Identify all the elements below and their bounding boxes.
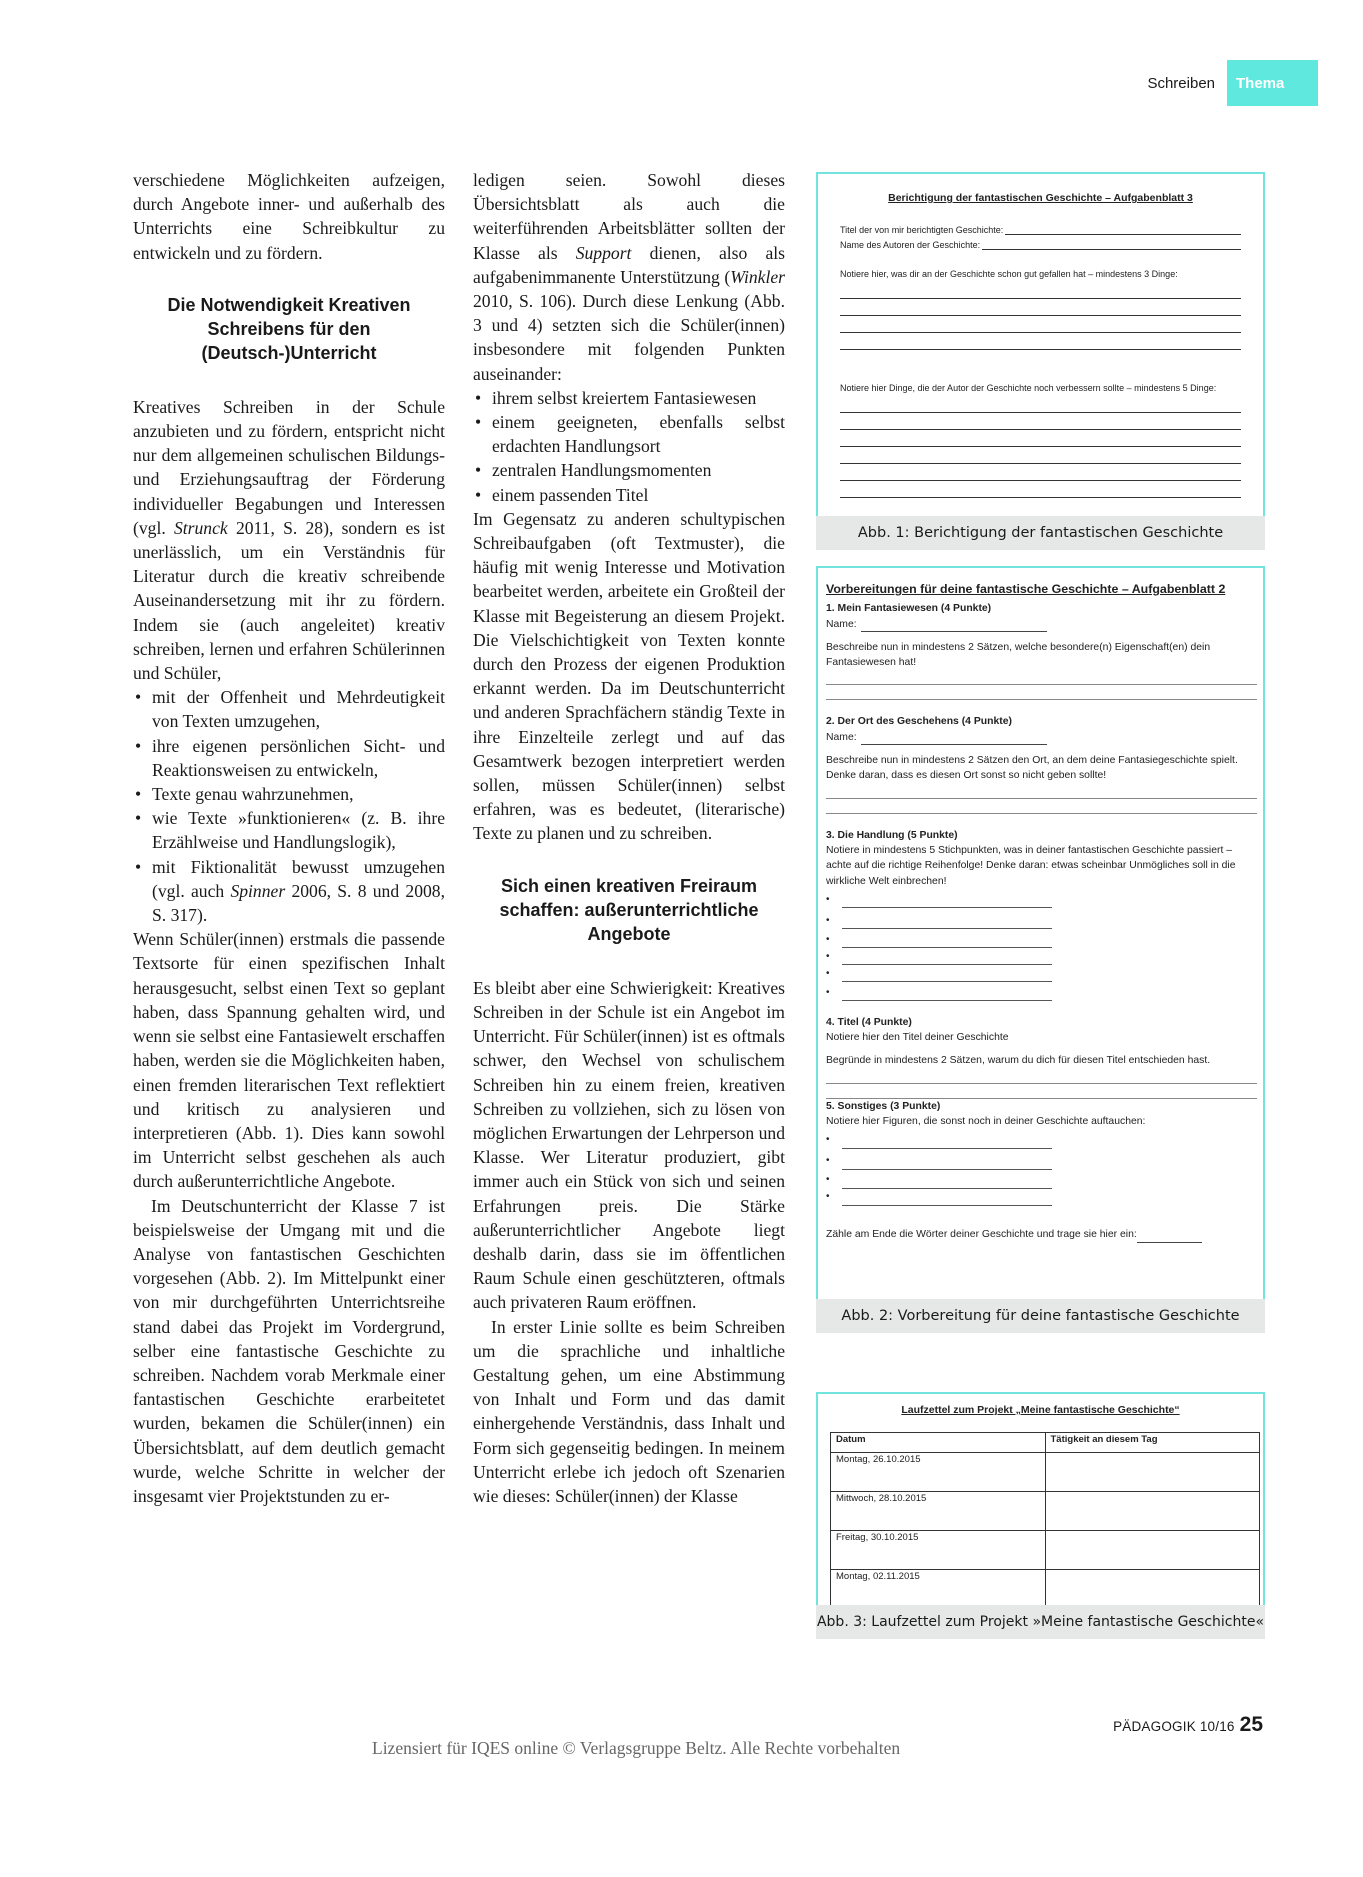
paragraph: verschiedene Möglichkeiten aufzeigen, durch Angebote inner- und außerhalb des Unterrichts eine Schreibkultur zu entwickeln und zu fördern. <box>133 170 445 263</box>
bullet-answer-line: • <box>826 965 1257 982</box>
paragraph: ledigen seien. Sowohl dieses Übersichtsblatt als auch die weiterführenden Arbeitsblätter sollten der Klasse als Support dienen, also als aufgabenimmanente Unterstützung (Winkler 2010, S. 106). Durch diese Lenkung (Abb. 3 und 4) setzten sich die Schüler(innen) insbesondere mit folgenden Punkten auseinander: <box>473 170 785 384</box>
answer-line <box>840 481 1241 498</box>
list-item: • ihrem selbst kreiertem Fantasiewesen <box>473 386 785 410</box>
list-item: • einem passenden Titel <box>473 483 785 507</box>
figure-2 <box>816 566 1265 1333</box>
task-text: Notiere hier Figuren, die sonst noch in deiner Geschichte auftauchen: <box>826 1116 1146 1128</box>
progress-sheet <box>816 1392 1265 1605</box>
answer-line <box>826 1084 1257 1099</box>
list-item: • Texte genau wahrzunehmen, <box>133 782 445 806</box>
answer-line <box>840 430 1241 447</box>
paragraph: In erster Linie sollte es beim Schreiben um die sprachliche und inhaltliche Gestaltung gehen, um eine Abstimmung von Inhalt und Form und das damit einhergehende Verständnis, dass Inhalt und Form sich gegenseitig bedingen. In meinem Unterricht erlebe ich jedoch oft Szenarien wie dieses: Schüler(innen) der Klasse <box>473 1316 785 1506</box>
section-label: Schreiben <box>1147 74 1215 92</box>
paragraph: Im Gegensatz zu anderen schultypischen Schreibaufgaben (oft Textmuster), die häufig mit wenig Interesse und Motivation bearbeitet werden, arbeitete ein Großteil der Klasse mit Begeisterung an diesem Projekt. Die Vielschichtigkeit von Texten konnte durch den Prozess der eigenen Produktion erkannt werden. Da im Deutschunterricht und anderen Sprachfächern ständig Texte in ihre Einzelteile zerlegt und auf das Gesamtwerk bezogen interpretiert werden sollen, müssen Schüler(innen) selbst erfahren, was es bedeutet, (literarische) Texte zu planen und zu schreiben. <box>473 508 785 844</box>
bullet-answer-line: • <box>826 1188 1257 1205</box>
license-notice: Lizensiert für IQES online © Verlagsgruppe Beltz. Alle Rechte vorbehalten <box>372 1738 901 1758</box>
figure-caption: Abb. 1: Berichtigung der fantastischen Geschichte <box>816 516 1265 550</box>
section-heading: Sich einen kreativen Freiraum schaffen: außerunterrichtliche Angebote <box>499 875 759 944</box>
page-footer <box>1113 1713 1263 1737</box>
section-title: 3. Die Handlung (5 Punkte) <box>826 829 958 841</box>
citation: Winkler <box>730 266 785 287</box>
topic-tag: Thema <box>1227 60 1318 106</box>
bullet-answer-line: • <box>826 948 1257 965</box>
answer-line <box>840 396 1241 413</box>
section-title: 1. Mein Fantasiewesen (4 Punkte) <box>826 603 992 615</box>
sheet-title: Laufzettel zum Projekt „Meine fantastische Geschichte“ <box>901 1404 1180 1416</box>
prompt-good: Notiere hier, was dir an der Geschichte schon gut gefallen hat – mindestens 3 Dinge: <box>840 269 1178 279</box>
section-title: 2. Der Ort des Geschehens (4 Punkte) <box>826 716 1012 728</box>
bullet-answer-line: • <box>826 931 1257 948</box>
bullet-answer-line: • <box>826 1150 1257 1171</box>
list-item: • zentralen Handlungsmomenten <box>473 458 785 482</box>
list-item: • einem geeigneten, ebenfalls selbst erdachten Handlungsort <box>473 410 785 458</box>
citation: Spinner <box>230 880 286 901</box>
column-header-date: Datum <box>831 1433 1046 1453</box>
emphasis: Support <box>575 242 632 263</box>
task-text: Beschreibe nun in mindestens 2 Sätzen, welche besondere(n) Eigenschaft(en) dein Fantasiewesen hat! <box>826 641 1211 669</box>
date-cell: Mittwoch, 28.10.2015 <box>831 1492 1046 1531</box>
paragraph: Es bleibt aber eine Schwierigkeit: Kreatives Schreiben in der Schule ist ein Angebot im Unterricht. Für Schüler(innen) ist es oftmals schwer, den Wechsel von schulischem Schreiben hin zu einem freien, kreativen Schreiben zu vollziehen, sich zu lösen von möglichen Erwartungen der Lehrperson und Klasse. Wer Literatur produziert, gibt immer auch ein Stück von sich und seinen Erfahrungen preis. Die Stärke außerunterrichtlicher Angebote liegt deshalb darin, dass sie im öffentlichen Raum Schule einen geschützteren, oftmals auch privateren Raum eröffnen. <box>473 977 785 1313</box>
bullet-answer-line: • <box>826 1129 1257 1150</box>
bullet-answer-line: • <box>826 1171 1257 1188</box>
answer-line <box>826 1069 1257 1084</box>
prompt-improve: Notiere hier Dinge, die der Autor der Geschichte noch verbessern sollte – mindestens 5 Dinge: <box>840 383 1217 393</box>
list-item: • mit der Offenheit und Mehrdeutigkeit von Texten umzugehen, <box>133 685 445 733</box>
worksheet-2 <box>816 566 1265 1299</box>
place-name-field: Name: <box>826 730 1257 745</box>
table-row <box>831 1570 1260 1609</box>
date-cell: Montag, 26.10.2015 <box>831 1453 1046 1492</box>
worksheet-title: Berichtigung der fantastischen Geschichte – Aufgabenblatt 3 <box>888 192 1193 204</box>
schedule-table <box>830 1432 1260 1609</box>
bullet-list <box>133 685 445 927</box>
activity-cell <box>1045 1531 1260 1570</box>
answer-line <box>840 316 1241 333</box>
magazine-issue: PÄDAGOGIK 10/16 <box>1113 1719 1235 1734</box>
answer-line <box>826 784 1257 799</box>
citation: Strunck <box>173 517 228 538</box>
page-header <box>1147 60 1318 106</box>
date-cell: Montag, 02.11.2015 <box>831 1570 1046 1609</box>
date-cell: Freitag, 30.10.2015 <box>831 1531 1046 1570</box>
answer-line <box>826 685 1257 700</box>
column-header-activity: Tätigkeit an diesem Tag <box>1045 1433 1260 1453</box>
figure-1 <box>816 172 1265 550</box>
creature-name-field: Name: <box>826 617 1257 632</box>
word-count-field: Zähle am Ende die Wörter deiner Geschichte und trage sie hier ein: <box>826 1227 1257 1242</box>
bullet-list <box>473 386 785 507</box>
table-row <box>831 1492 1260 1531</box>
figure-3 <box>816 1392 1265 1639</box>
task-text: Notiere hier den Titel deiner Geschichte <box>826 1032 1009 1044</box>
figure-caption: Abb. 3: Laufzettel zum Projekt »Meine fantastische Geschichte« <box>816 1605 1265 1639</box>
answer-line <box>840 464 1241 481</box>
story-title-field: Titel der von mir berichtigten Geschichte: <box>840 220 1241 235</box>
activity-cell <box>1045 1492 1260 1531</box>
list-item: • wie Texte »funktionieren« (z. B. ihre Erzählweise und Handlungslogik), <box>133 806 445 854</box>
activity-cell <box>1045 1570 1260 1609</box>
worksheet-title: Vorbereitungen für deine fantastische Geschichte – Aufgabenblatt 2 <box>826 582 1226 596</box>
activity-cell <box>1045 1453 1260 1492</box>
answer-line <box>840 447 1241 464</box>
section-heading: Die Notwendigkeit Kreativen Schreibens für den (Deutsch-)Unterricht <box>167 294 411 363</box>
task-text: Notiere in mindestens 5 Stichpunkten, was in deiner fantastischen Geschichte passiert – achte auf die richtige Reihenfolge! Denke daran: etwas scheinbar Unmögliches soll in die wirkliche Welt einbrechen! <box>826 844 1236 887</box>
bullet-answer-line: • <box>826 910 1257 931</box>
paragraph: Wenn Schüler(innen) erstmals die passende Textsorte für einen spezifischen Inhalt herausgesucht, selbst einen Text so geplant haben, dass Spannung gehalten wird, und wenn sie selbst eine Fantasiewelt erschaffen haben, werden sie die Möglichkeiten haben, einen fremden literarischen Text reflektiert und kritisch zu analysieren und interpretieren (Abb. 1). Dies kann sowohl im Unterricht selbst geschehen als auch durch außerunterrichtliche Angebote. <box>133 929 445 1192</box>
author-name-field: Name des Autoren der Geschichte: <box>840 235 1241 250</box>
bullet-answer-line: • <box>826 982 1257 1003</box>
section-title: 5. Sonstiges (3 Punkte) <box>826 1100 941 1112</box>
worksheet-3 <box>816 172 1265 516</box>
answer-line <box>826 799 1257 814</box>
answer-line <box>840 299 1241 316</box>
page-number: 25 <box>1239 1713 1263 1736</box>
table-row <box>831 1453 1260 1492</box>
task-text: Beschreibe nun in mindestens 2 Sätzen den Ort, an dem deine Fantasiegeschichte spielt. Denke daran, dass es diesen Ort sonst so nicht geben sollte! <box>826 755 1238 782</box>
answer-line <box>840 333 1241 350</box>
table-row <box>831 1531 1260 1570</box>
answer-line <box>840 282 1241 299</box>
paragraph: Im Deutschunterricht der Klasse 7 ist beispielsweise der Umgang mit und die Analyse von fantastischen Geschichten vorgesehen (Abb. 2). Im Mittelpunkt einer von mir durchgeführten Unterrichtsreihe stand dabei das Projekt im Vordergrund, selber eine fantastische Geschichte zu schreiben. Nachdem vorab Merkmale einer fantastischen Geschichte erarbeitetet wurden, bekamen die Schüler(innen) ein Übersichtsblatt, auf dem deutlich gemacht wurde, welche Schritte in welcher der insgesamt vier Projektstunden zu er- <box>133 1195 445 1506</box>
answer-line <box>840 413 1241 430</box>
answer-line <box>826 670 1257 685</box>
table-header-row <box>831 1433 1260 1453</box>
middle-column <box>473 168 785 1508</box>
list-item: • ihre eigenen persönlichen Sicht- und Reaktionsweisen zu entwickeln, <box>133 734 445 782</box>
bullet-answer-line: • <box>826 889 1257 910</box>
paragraph: Kreatives Schreiben in der Schule anzubieten und zu fördern, entspricht nicht nur dem allgemeinen schulischen Bildungs- und Erziehungsauftrag der Förderung individueller Begabungen und Interessen (vgl. Strunck 2011, S. 28), sondern es ist unerlässlich, um ein Verständnis für Literatur durch die kreativ schreibende Auseinandersetzung mit ihr zu fördern. Indem sie (auch angeleitet) kreativ schreiben, lernen und erfahren Schülerinnen und Schüler, <box>133 396 445 684</box>
section-title: 4. Titel (4 Punkte) <box>826 1016 912 1028</box>
task-text: Begründe in mindestens 2 Sätzen, warum du dich für diesen Titel entschieden hast. <box>826 1055 1211 1067</box>
left-column <box>133 168 445 1508</box>
list-item: • mit Fiktionalität bewusst umzugehen (vgl. auch Spinner 2006, S. 8 und 2008, S. 317). <box>133 855 445 928</box>
figure-caption: Abb. 2: Vorbereitung für deine fantastische Geschichte <box>816 1299 1265 1333</box>
